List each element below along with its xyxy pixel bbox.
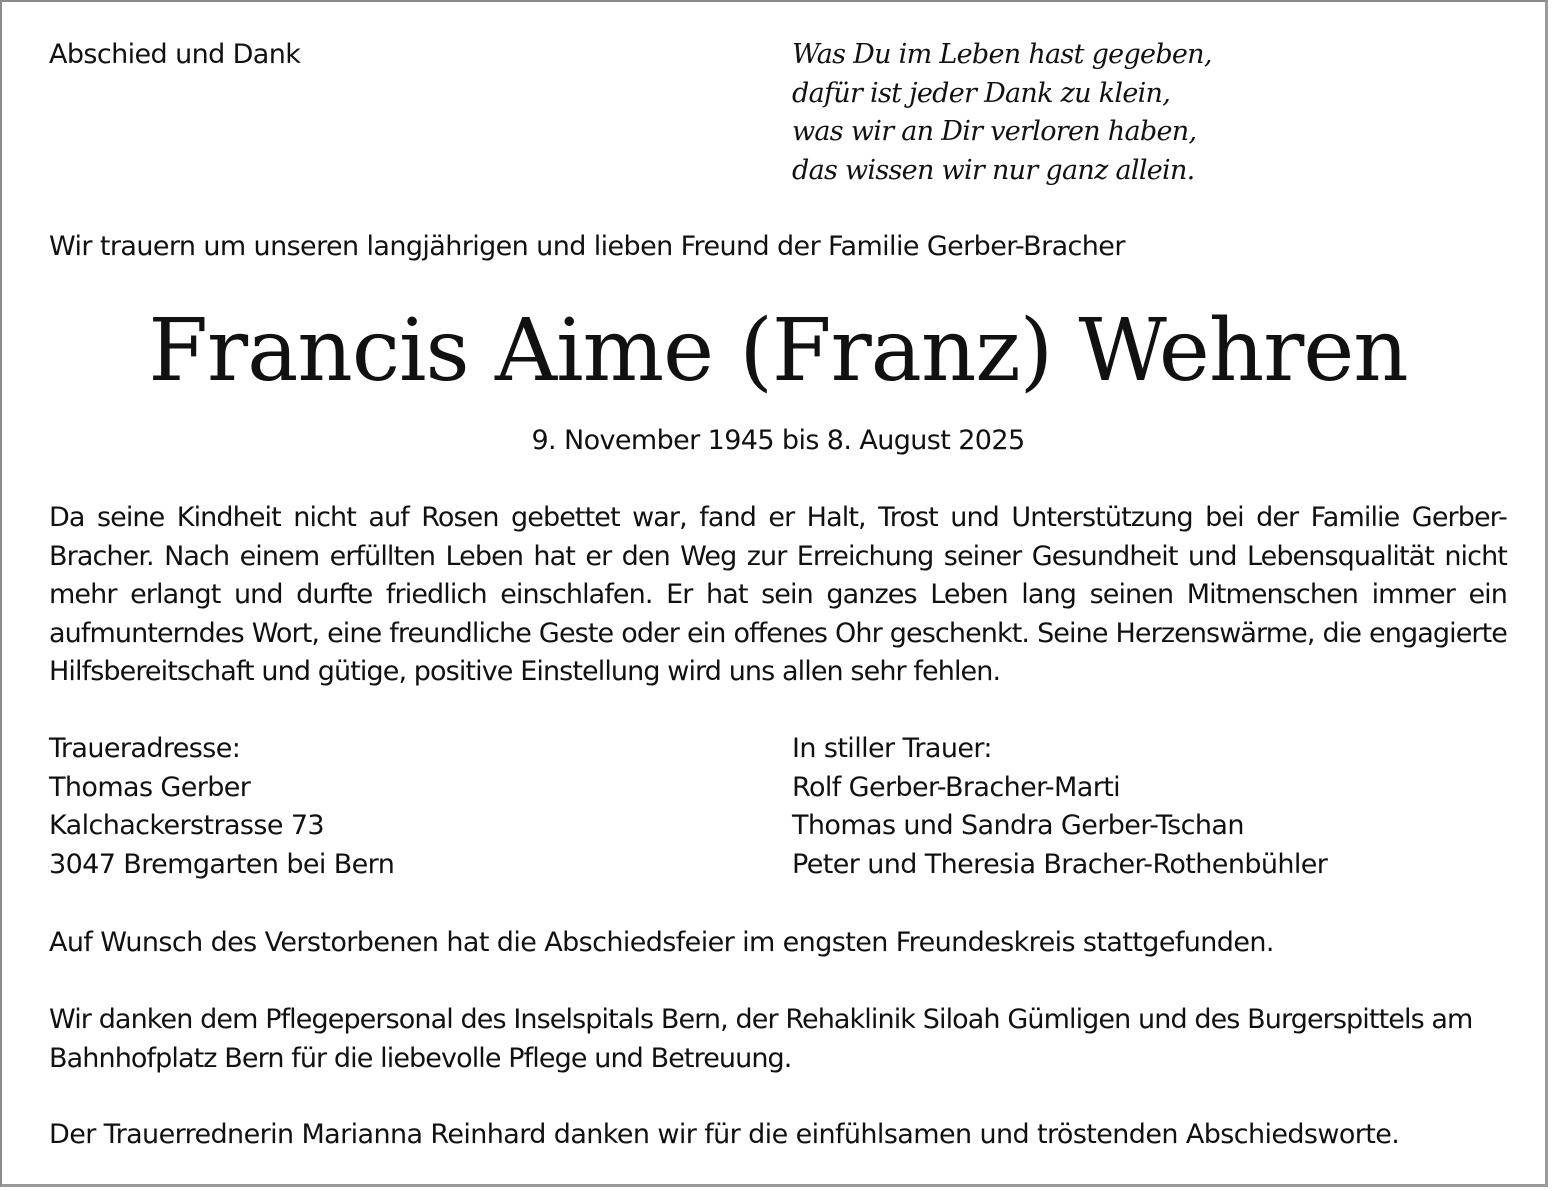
mourning-address — [49, 730, 394, 884]
notice-heading: Abschied und Dank — [49, 39, 301, 70]
mourner-name: Thomas und Sandra Gerber-Tschan — [792, 810, 1244, 842]
deceased-name: Francis Aime (Franz) Wehren — [148, 301, 1408, 401]
address-street: Kalchackerstrasse 73 — [49, 810, 324, 842]
mourner-name: Rolf Gerber-Bracher-Marti — [792, 771, 1121, 803]
address-city: 3047 Bremgarten bei Bern — [49, 848, 395, 880]
poem — [792, 36, 1212, 190]
poem-line: was wir an Dir verloren haben, — [792, 116, 1197, 147]
mourners-list — [792, 730, 1327, 884]
poem-line: das wissen wir nur ganz allein. — [792, 154, 1195, 186]
orator-thanks: Der Trauerrednerin Marianna Reinhard danken wir für die einfühlsamen und tröstenden Abschiedsworte. — [49, 1119, 1400, 1150]
thanks-paragraph — [49, 1001, 1519, 1078]
farewell-note: Auf Wunsch des Verstorbenen hat die Abschiedsfeier im engsten Freundeskreis stattgefunden. — [49, 927, 1274, 958]
address-label: Traueradresse: — [49, 733, 241, 764]
poem-line: dafür ist jeder Dank zu klein, — [792, 77, 1171, 109]
mourner-name: Peter und Theresia Bracher-Rothenbühler — [792, 848, 1328, 880]
tribute-paragraph: Da seine Kindheit nicht auf Rosen gebettet war, fand er Halt, Trost und Unterstützung bei der Familie Gerber-Bracher. Nach einem erfüllten Leben hat er den Weg zur Erreichung seiner Gesundheit und Lebensqualität nicht mehr erlangt und durfte friedlich einschlafen. Er hat sein ganzes Leben lang seinen Mitmenschen immer ein aufmunterndes Wort, eine freundliche Geste oder ein offenes Ohr geschenkt. Seine Herzenswärme, die engagierte Hilfsbereitschaft und gütige, positive Einstellung wird uns allen sehr fehlen. — [49, 502, 1507, 688]
mourners-label: In stiller Trauer: — [792, 733, 992, 764]
address-name: Thomas Gerber — [49, 771, 251, 803]
intro-line: Wir trauern um unseren langjährigen und lieben Freund der Familie Gerber-Bracher — [49, 231, 1125, 262]
thanks-line: Wir danken dem Pflegepersonal des Inselspitals Bern, der Rehaklinik Siloah Gümligen und des Burgerspittels am — [49, 1004, 1473, 1035]
life-dates: 9. November 1945 bis 8. August 2025 — [531, 425, 1025, 456]
thanks-line: Bahnhofplatz Bern für die liebevolle Pflege und Betreuung. — [49, 1042, 792, 1074]
poem-line: Was Du im Leben hast gegeben, — [792, 39, 1212, 70]
